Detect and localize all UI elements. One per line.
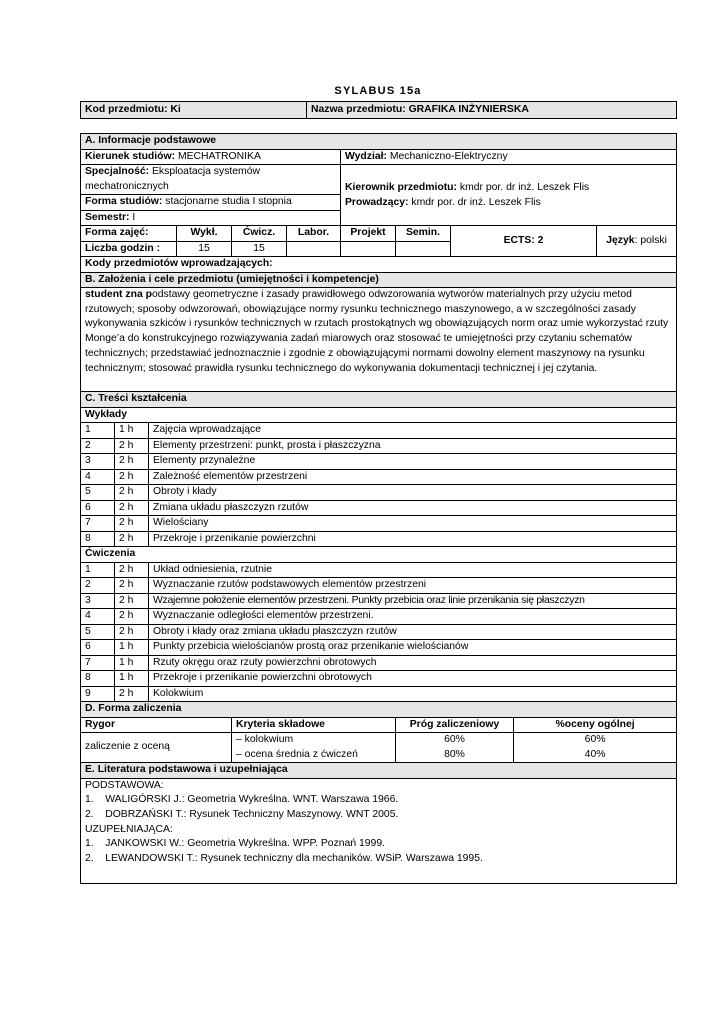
table-row: 2 2 h Wyznaczanie rzutów podstawowych elementów przestrzeni xyxy=(81,578,677,594)
subject-header-table xyxy=(80,101,677,119)
table-row: 7 1 h Rzuty okręgu oraz rzuty powierzchni obrotowych xyxy=(81,655,677,671)
table-row: 9 2 h Kolokwium xyxy=(81,686,677,702)
table-row: 5 2 h Obroty i kłady xyxy=(81,485,677,501)
basic-label: PODSTAWOWA: xyxy=(85,779,164,791)
section-a-title: A. Informacje podstawowe xyxy=(81,134,677,150)
col-prog: Próg zaliczeniowy xyxy=(396,717,514,733)
thresholds: 60% 80% xyxy=(396,733,514,763)
syllabus-table xyxy=(80,133,677,884)
table-row: 7 2 h Wielościany xyxy=(81,516,677,532)
table-row: 1 1 h Zajęcia wprowadzające xyxy=(81,423,677,439)
table-row: 3 2 h Wzajemne położenie elementów przestrzeni. Punkty przebicia oraz linie przenikania się płaszczyzn xyxy=(81,593,677,609)
section-d-title: D. Forma zaliczenia xyxy=(81,702,677,718)
col-wykl: Wykł. xyxy=(177,226,232,242)
extra-label: UZUPEŁNIAJĄCA: xyxy=(85,823,173,835)
kody-row: Kody przedmiotów wprowadzających: xyxy=(81,257,677,273)
specjalnosc-row: Specjalność: Eksploatacja systemów mechatronicznych xyxy=(81,165,341,195)
list-item: 2. LEWANDOWSKI T.: Rysunek techniczny dla mechaników. WSiP. Warszawa 1995. xyxy=(85,852,483,864)
hours-wykl: 15 xyxy=(177,241,232,257)
criterion-item: – ocena średnia z ćwiczeń xyxy=(236,748,391,763)
table-row: 6 2 h Zmiana układu płaszczyzn rzutów xyxy=(81,500,677,516)
liczba-godzin-label: Liczba godzin : xyxy=(81,241,177,257)
wydzial-row: Wydział: Mechaniczno-Elektryczny xyxy=(341,149,677,165)
section-e-title: E. Literatura podstawowa i uzupełniająca xyxy=(81,763,677,779)
subject-name: Nazwa przedmiotu: GRAFIKA INŻYNIERSKA xyxy=(307,102,677,119)
col-cwicz: Ćwicz. xyxy=(232,226,287,242)
section-b-title: B. Założenia i cele przedmiotu (umiejętności i kompetencje) xyxy=(81,272,677,288)
weights: 60% 40% xyxy=(514,733,677,763)
hours-semin xyxy=(396,241,451,257)
table-row: 8 1 h Przekroje i przenikanie powierzchni obrotowych xyxy=(81,671,677,687)
section-c-title: C. Treści kształcenia xyxy=(81,392,677,408)
document-title: SYLABUS 15a xyxy=(334,85,422,97)
semestr-row: Semestr: I xyxy=(81,210,341,226)
literature xyxy=(81,778,677,883)
jezyk: Język: polski xyxy=(597,226,677,257)
forma-zajec-label: Forma zajęć: xyxy=(81,226,177,242)
list-item: 1. WALIGÓRSKI J.: Geometria Wykreślna. WNT. Warszawa 1966. xyxy=(85,794,399,806)
kierownik-cell: Kierownik przedmiotu: kmdr por. dr inż. Leszek Flis Prowadzący: kmdr por. dr inż. Leszek Flis xyxy=(341,165,677,226)
table-row: 4 2 h Zależność elementów przestrzeni xyxy=(81,469,677,485)
col-ocena: %oceny ogólnej xyxy=(514,717,677,733)
list-item: 2. DOBRZAŃSKI T.: Rysunek Techniczny Maszynowy. WNT 2005. xyxy=(85,808,399,820)
table-row: 1 2 h Układ odniesienia, rzutnie xyxy=(81,562,677,578)
ects: ECTS: 2 xyxy=(451,226,597,257)
table-row: 6 1 h Punkty przebicia wielościanów prostą oraz przenikanie wielościanów xyxy=(81,640,677,656)
forma-studiow-row: Forma studiów: stacjonarne studia I stopnia xyxy=(81,195,341,211)
criterion-item: – kolokwium xyxy=(236,733,391,748)
col-projekt: Projekt xyxy=(341,226,396,242)
col-semin: Semin. xyxy=(396,226,451,242)
hours-projekt xyxy=(341,241,396,257)
kierunek-row: Kierunek studiów: MECHATRONIKA xyxy=(81,149,341,165)
exercises-label: Ćwiczenia xyxy=(81,547,677,563)
hours-cwicz: 15 xyxy=(232,241,287,257)
criteria-list xyxy=(232,733,396,763)
rygor-value: zaliczenie z oceną xyxy=(81,733,232,763)
table-row: 4 2 h Wyznaczanie odległości elementów przestrzeni. xyxy=(81,609,677,625)
lectures-label: Wykłady xyxy=(81,407,677,423)
goals-text: student zna podstawy geometryczne i zasady prawidłowego odwzorowania wytworów materialnych przy użyciu metod rzutowych; sposoby odwzorowań, obowiązujące normy rysunku technicznego maszynowego, a w szczególności zasady wykonywania szkiców i rysunków technicznych w rzutach prostokątnych wg obowiązujących norm oraz umie wykorzystać rzuty Monge’a do konstrukcyjnego rozwiązywania zadań miarowych oraz stosować te umiejętności przy czytaniu schematów technicznych; przedstawiać jednoznacznie i zgodnie z obowiązującymi normami dowolny element maszynowy na rysunku technicznym; stosować prawidła rysunku technicznego do wykonywania dokumentacji technicznej i jej czytania. xyxy=(81,288,677,392)
table-row: 8 2 h Przekroje i przenikanie powierzchni xyxy=(81,531,677,547)
col-rygor: Rygor xyxy=(81,717,232,733)
list-item: 1. JANKOWSKI W.: Geometria Wykreślna. WPP. Poznań 1999. xyxy=(85,838,385,850)
col-kryteria: Kryteria składowe xyxy=(232,717,396,733)
col-labor: Labor. xyxy=(287,226,341,242)
hours-labor xyxy=(287,241,341,257)
table-row: 2 2 h Elementy przestrzeni: punkt, prosta i płaszczyzna xyxy=(81,438,677,454)
table-row: 5 2 h Obroty i kłady oraz zmiana układu płaszczyzn rzutów xyxy=(81,624,677,640)
subject-code: Kod przedmiotu: Ki xyxy=(81,102,307,119)
table-row: 3 2 h Elementy przynależne xyxy=(81,454,677,470)
